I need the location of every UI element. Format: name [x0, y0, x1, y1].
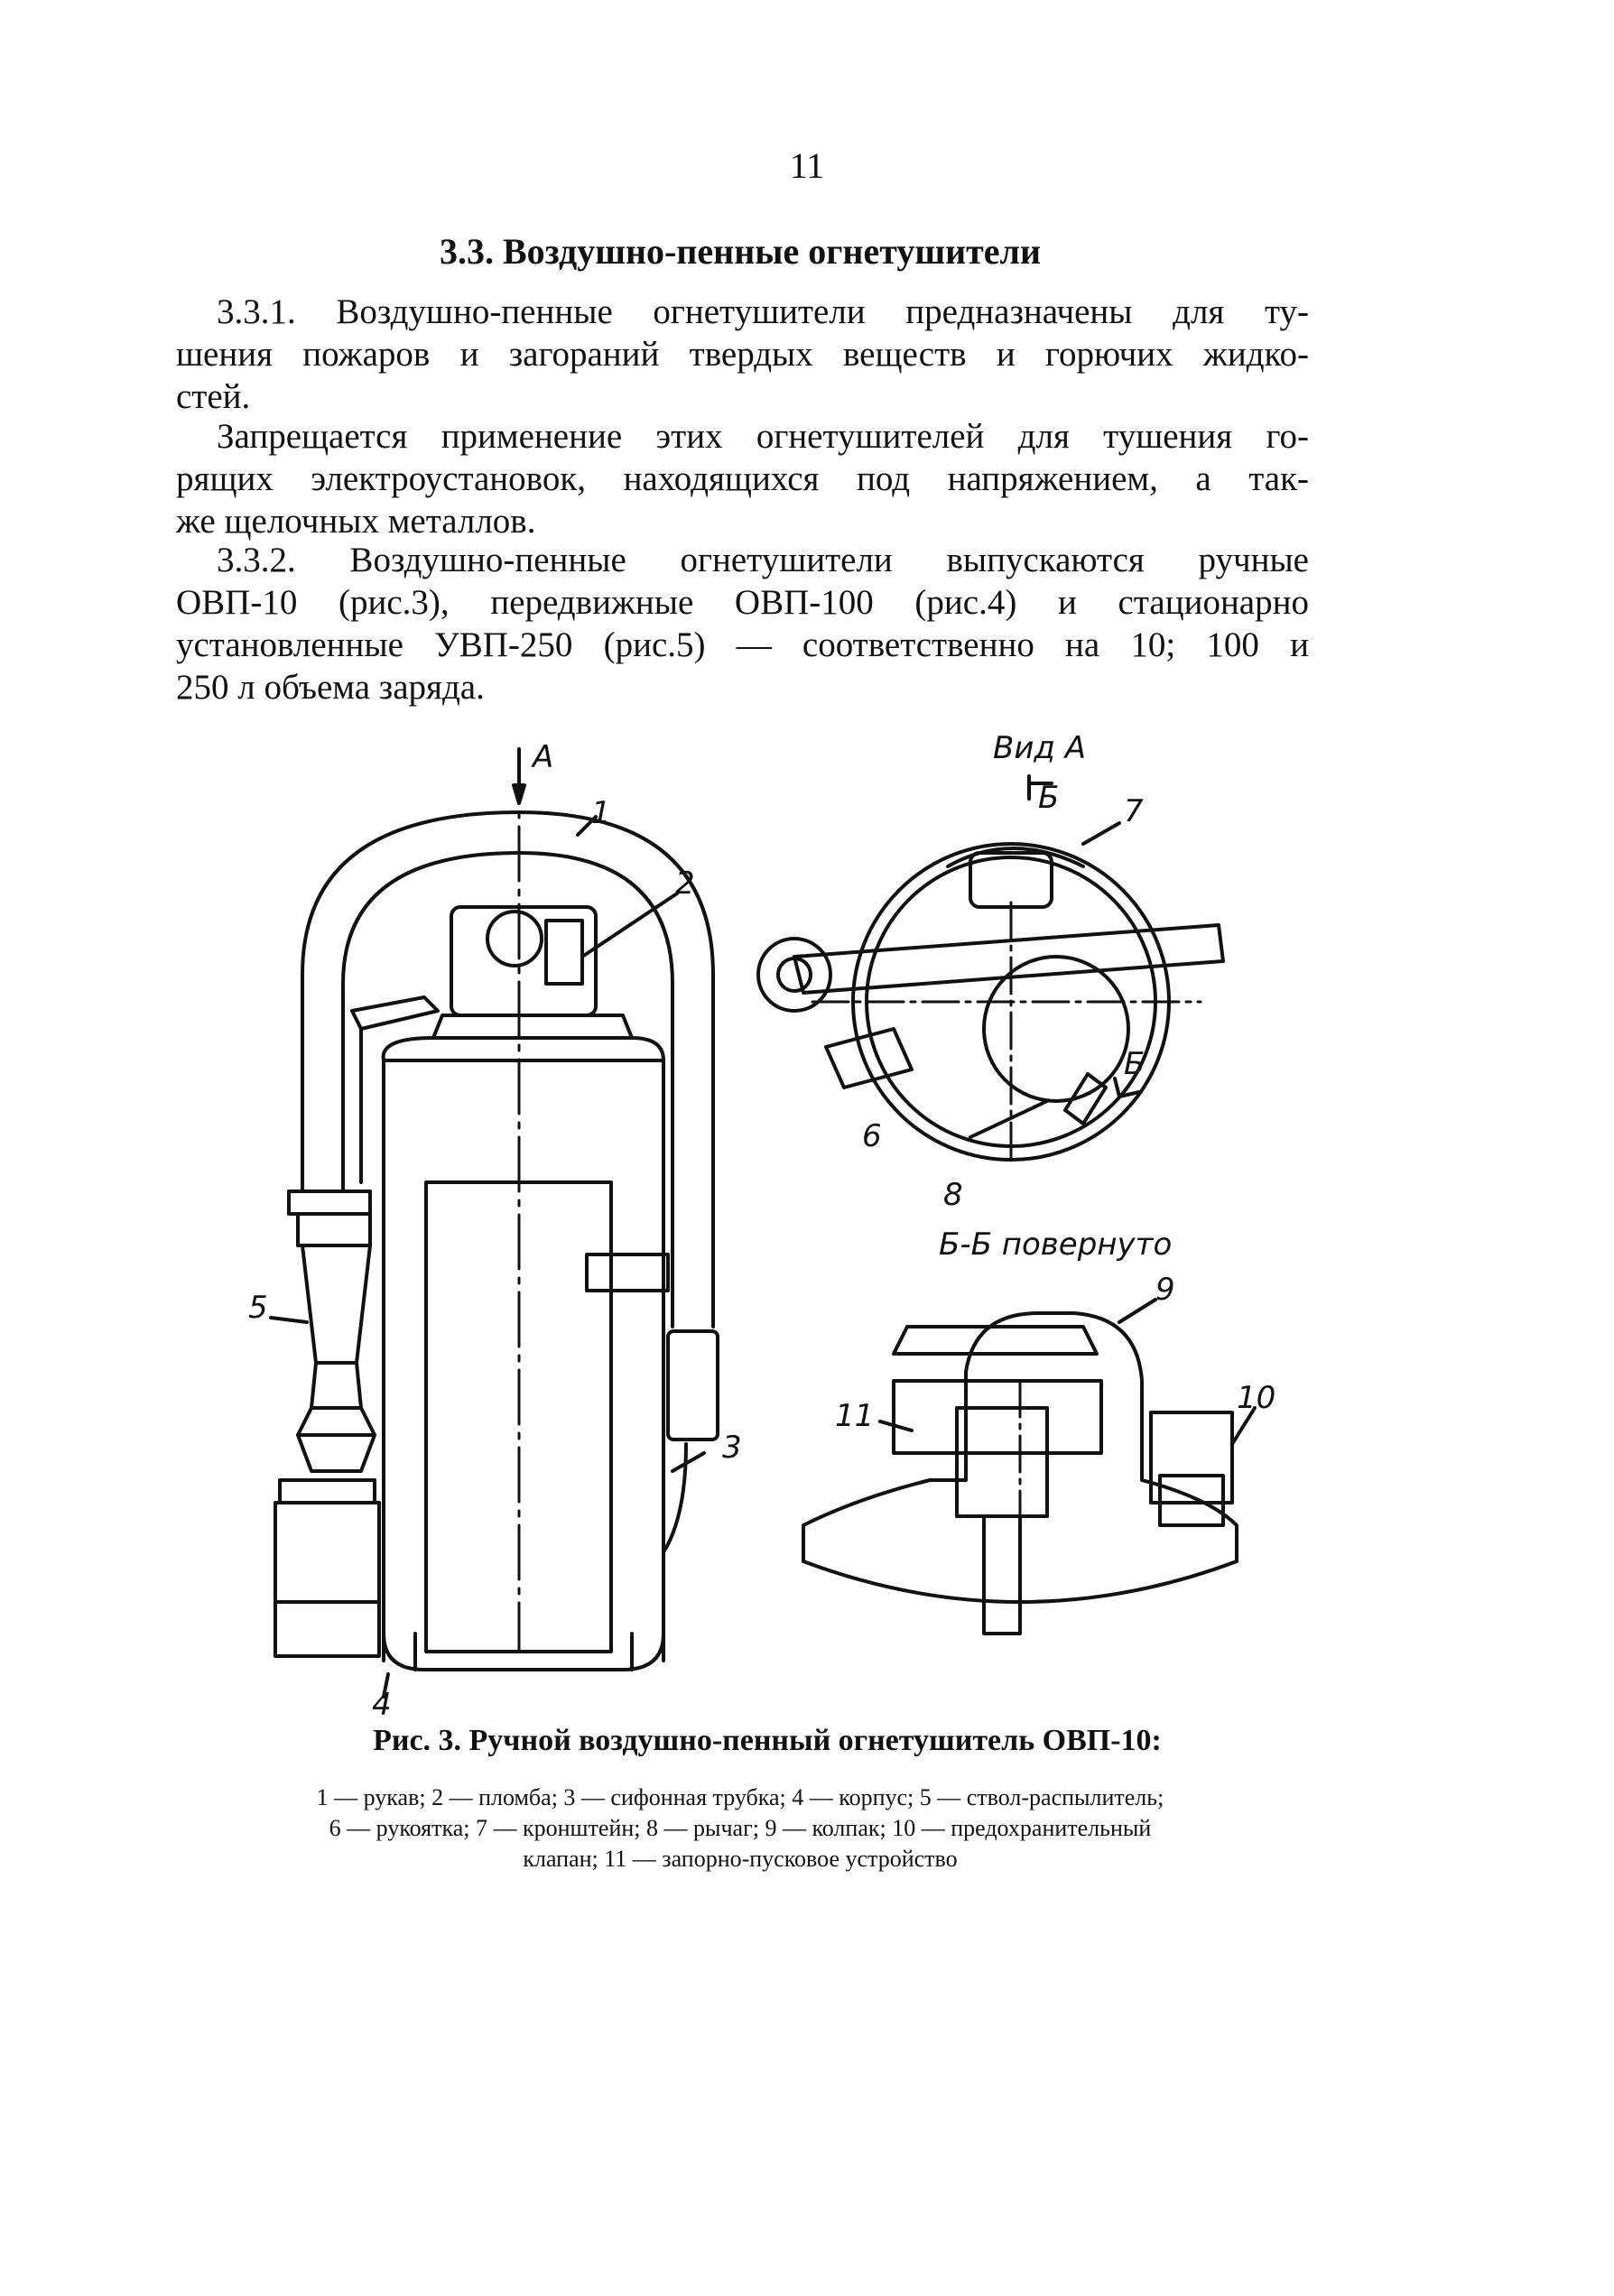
paragraph-line: стей. — [176, 377, 251, 416]
label-b-top: Б — [1038, 780, 1060, 816]
label-arrow-a: А — [533, 739, 554, 775]
paragraph-3-3-2 — [176, 539, 1309, 708]
section-title: 3.3. Воздушно-пенные огнетушители — [439, 231, 1042, 272]
label-2: 2 — [675, 866, 695, 902]
label-6: 6 — [862, 1118, 882, 1154]
paragraph-line: рящих электроустановок, находящихся под напряжением, а так- — [176, 459, 1309, 498]
paragraph-line: же щелочных металлов. — [176, 502, 536, 541]
label-10: 10 — [1237, 1380, 1276, 1416]
figure-caption-legend — [172, 1782, 1309, 1875]
paragraph-line: 3.3.2. Воздушно-пенные огнетушители выпускаются ручные — [217, 541, 1309, 579]
figure-caption-title: Рис. 3. Ручной воздушно-пенный огнетушитель ОВП-10: — [373, 1724, 1162, 1757]
label-view-a: Вид А — [993, 730, 1086, 766]
paragraph-3-3-1 — [176, 291, 1309, 418]
page-number: 11 — [789, 145, 825, 186]
paragraph-line: ОВП-10 (рис.3), передвижные ОВП-100 (рис.4) и стационарно — [176, 583, 1309, 622]
label-11: 11 — [835, 1398, 875, 1434]
label-3: 3 — [722, 1430, 742, 1466]
paragraph-line: Запрещается применение этих огнетушителей для тушения го- — [217, 417, 1309, 456]
paragraph-line: 3.3.1. Воздушно-пенные огнетушители предназначены для ту- — [217, 292, 1309, 331]
label-b-right: Б — [1124, 1046, 1146, 1082]
paragraph-line: 250 л объема заряда. — [176, 668, 485, 707]
paragraph-prohibition — [176, 415, 1309, 542]
label-7: 7 — [1124, 793, 1144, 829]
label-8: 8 — [943, 1177, 963, 1213]
paragraph-line: шения пожаров и загораний твердых веществ и горючих жидко- — [176, 335, 1309, 374]
label-5: 5 — [248, 1290, 268, 1326]
label-9: 9 — [1155, 1272, 1175, 1308]
label-4: 4 — [372, 1687, 392, 1723]
caption-line: клапан; 11 — запорно-пусковое устройство — [523, 1846, 958, 1872]
paragraph-line: установленные УВП-250 (рис.5) — соответственно на 10; 100 и — [176, 625, 1309, 664]
label-1: 1 — [591, 795, 611, 831]
label-section-bb: Б-Б повернуто — [939, 1227, 1173, 1263]
caption-line: 1 — рукав; 2 — пломба; 3 — сифонная трубка; 4 — корпус; 5 — ствол-распылитель; — [316, 1784, 1164, 1810]
caption-line: 6 — рукоятка; 7 — кронштейн; 8 — рычаг; 9 — колпак; 10 — предохранительный — [329, 1815, 1152, 1841]
